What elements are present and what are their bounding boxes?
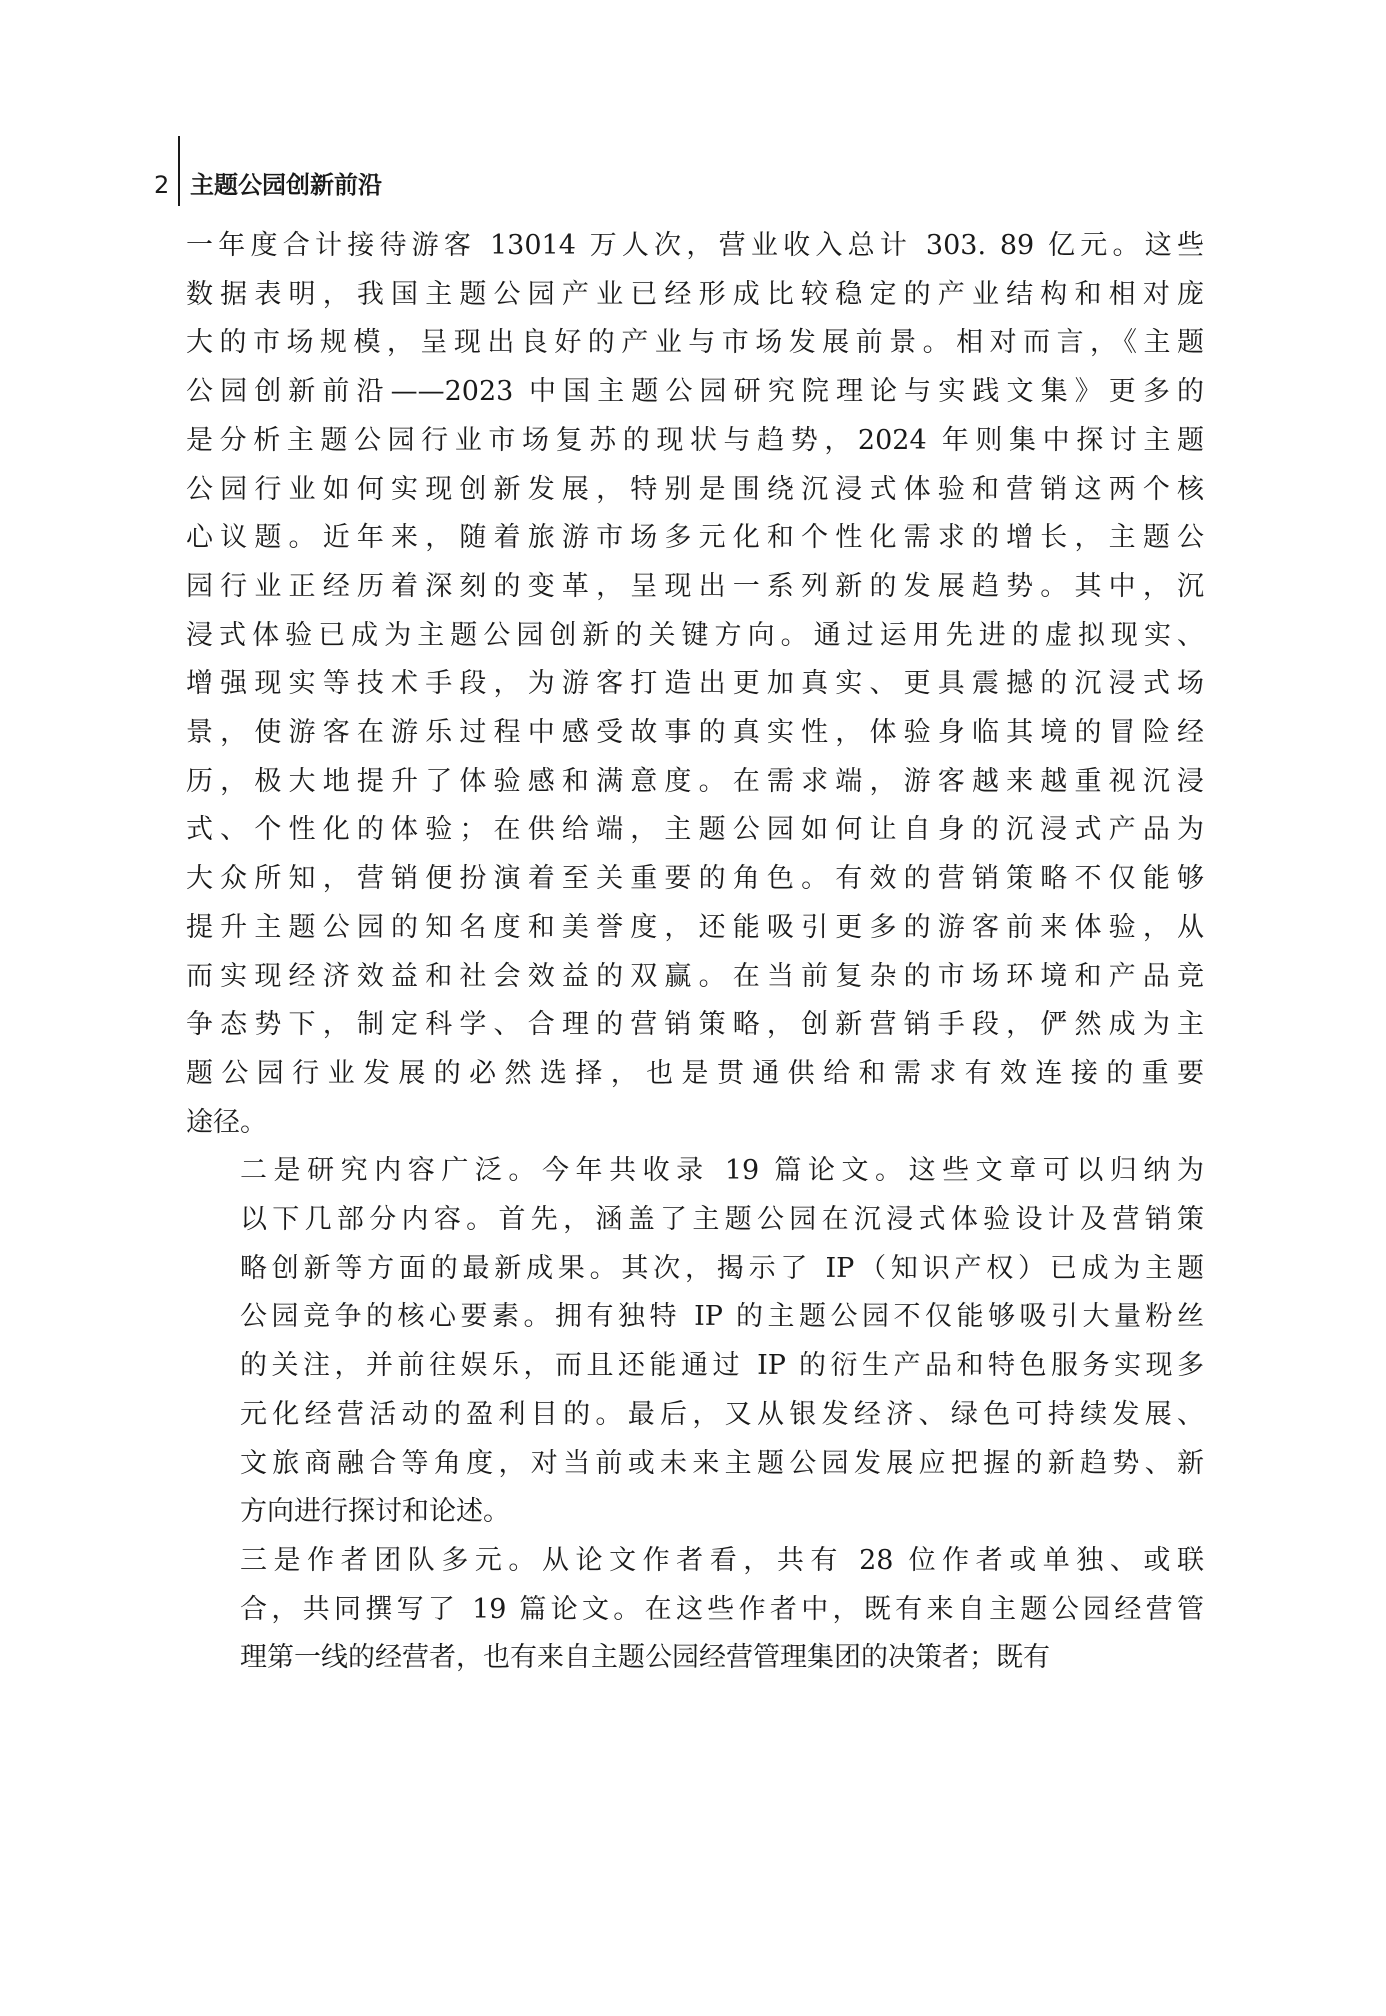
text-line: 题公园行业发展的必然选择，也是贯通供给和需求有效连接的重要	[186, 1057, 1204, 1089]
text-line: 园行业正经历着深刻的变革，呈现出一系列新的发展趋势。其中，沉	[186, 570, 1204, 602]
body-text	[186, 222, 1204, 1683]
text-line: 提升主题公园的知名度和美誉度，还能吸引更多的游客前来体验，从	[186, 911, 1204, 943]
text-line: 景，使游客在游乐过程中感受故事的真实性，体验身临其境的冒险经	[186, 717, 1204, 749]
text-line: 理第一线的经营者，也有来自主题公园经营管理集团的决策者；既有	[240, 1642, 1050, 1674]
text-line: 式、个性化的体验；在供给端，主题公园如何让自身的沉浸式产品为	[186, 814, 1204, 846]
text-line: 合，共同撰写了 19 篇论文。在这些作者中，既有来自主题公园经营管	[240, 1593, 1204, 1625]
page-number: 2	[154, 171, 170, 199]
text-line: 文旅商融合等角度，对当前或未来主题公园发展应把握的新趋势、新	[240, 1447, 1204, 1479]
text-line: 历，极大地提升了体验感和满意度。在需求端，游客越来越重视沉浸	[186, 765, 1204, 797]
text-line: 二是研究内容广泛。今年共收录 19 篇论文。这些文章可以归纳为	[240, 1155, 1204, 1187]
text-line: 增强现实等技术手段，为游客打造出更加真实、更具震撼的沉浸式场	[186, 668, 1204, 700]
text-line: 公园创新前沿——2023 中国主题公园研究院理论与实践文集》更多的	[186, 376, 1204, 408]
text-line: 的关注，并前往娱乐，而且还能通过 IP 的衍生产品和特色服务实现多	[240, 1350, 1204, 1382]
text-line: 途径。	[186, 1106, 267, 1138]
paragraph	[186, 222, 1204, 1147]
text-line: 心议题。近年来，随着旅游市场多元化和个性化需求的增长，主题公	[186, 522, 1204, 554]
text-line: 一年度合计接待游客 13014 万人次，营业收入总计 303. 89 亿元。这些	[186, 230, 1204, 261]
text-line: 大众所知，营销便扮演着至关重要的角色。有效的营销策略不仅能够	[186, 863, 1204, 895]
paragraph	[186, 1537, 1204, 1683]
text-line: 元化经营活动的盈利目的。最后，又从银发经济、绿色可持续发展、	[240, 1398, 1204, 1430]
text-line: 是分析主题公园行业市场复苏的现状与趋势，2024 年则集中探讨主题	[186, 424, 1204, 456]
text-line: 大的市场规模，呈现出良好的产业与市场发展前景。相对而言，《主题	[186, 327, 1204, 359]
text-line: 公园行业如何实现创新发展，特别是围绕沉浸式体验和营销这两个核	[186, 473, 1204, 505]
text-line: 以下几部分内容。首先，涵盖了主题公园在沉浸式体验设计及营销策	[240, 1204, 1204, 1236]
header-divider	[178, 136, 180, 206]
text-line: 浸式体验已成为主题公园创新的关键方向。通过运用先进的虚拟现实、	[186, 619, 1204, 651]
text-line: 三是作者团队多元。从论文作者看，共有 28 位作者或单独、或联	[240, 1544, 1204, 1576]
running-title: 主题公园创新前沿	[190, 171, 382, 199]
text-line: 而实现经济效益和社会效益的双赢。在当前复杂的市场环境和产品竞	[186, 960, 1204, 992]
text-line: 争态势下，制定科学、合理的营销策略，创新营销手段，俨然成为主	[186, 1009, 1204, 1041]
text-line: 方向进行探讨和论述。	[240, 1496, 510, 1528]
paragraph	[186, 1147, 1204, 1537]
text-line: 略创新等方面的最新成果。其次，揭示了 IP（知识产权）已成为主题	[240, 1252, 1204, 1284]
text-line: 公园竞争的核心要素。拥有独特 IP 的主题公园不仅能够吸引大量粉丝	[240, 1301, 1204, 1333]
text-line: 数据表明，我国主题公园产业已经形成比较稳定的产业结构和相对庞	[186, 278, 1204, 310]
